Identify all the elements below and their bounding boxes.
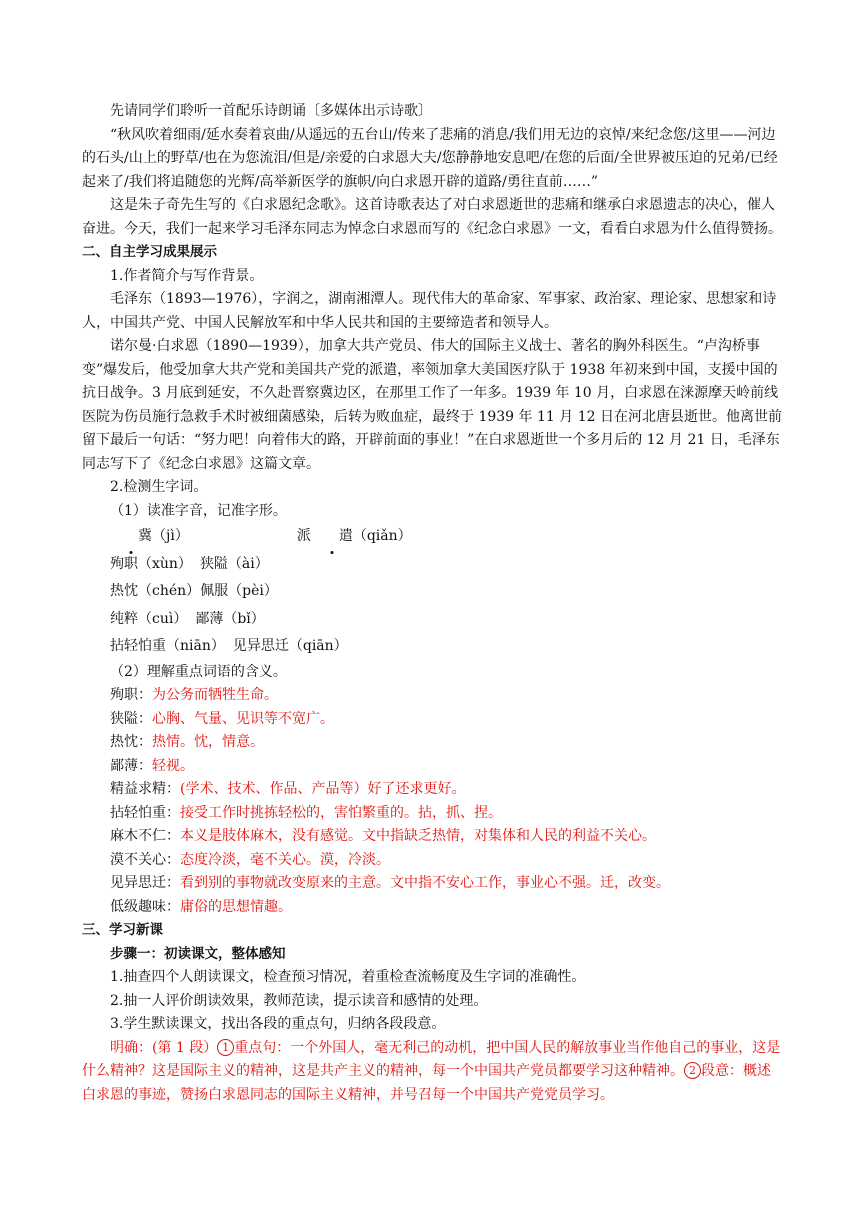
term-row (82, 825, 782, 849)
pinyin-reading: （jì） (152, 528, 189, 544)
pinyin-word: 拈轻怕重（niān） (110, 638, 225, 654)
term-word: 精益求精： (110, 781, 180, 797)
term-row (82, 778, 782, 802)
pinyin-row (82, 606, 782, 634)
pinyin-char: 冀 (110, 523, 152, 551)
sub-2-title: （2）理解重点词语的含义。 (110, 663, 287, 680)
answer-paragraph (82, 1037, 782, 1108)
step-1-item-3: 3.学生默读课文，找出各段的重点句，归纳各段段意。 (110, 1016, 446, 1032)
pinyin-char: 遣 (311, 523, 353, 551)
pinyin-word: 殉职（xùn） (110, 555, 192, 572)
term-word: 见异思迁： (110, 875, 180, 891)
section-heading-2: 二、自主学习成果展示 (82, 244, 217, 260)
term-list (82, 684, 782, 919)
term-row (82, 684, 782, 708)
term-row (82, 708, 782, 732)
item-1-title: 1.作者简介与写作背景。 (110, 267, 264, 284)
term-row (82, 731, 782, 755)
pinyin-word: 鄙薄（bǐ） (195, 610, 265, 627)
step-1-title: 步骤一：初读课文，整体感知 (110, 945, 286, 962)
circled-number: 1 (217, 1039, 234, 1056)
term-definition: (学术、技术、作品、产品等）好了还求更好。 (180, 781, 466, 797)
intro-paragraph: 这是朱子奇先生写的《白求恩纪念歌》。这首诗歌表达了对白求恩逝世的悲痛和继承白求恩遗志的决心，催人奋进。今天，我们一起来学习毛泽东同志为悼念白求恩而写的《纪念白求恩》一文，看看白求恩为什么值得赞扬。 (82, 197, 782, 237)
pinyin-row (82, 578, 782, 606)
pinyin-word: 热忱（chén） (110, 583, 201, 599)
mao-bio: 毛泽东（1893—1976），字润之，湖南湘潭人。现代伟大的革命家、军事家、政治家、理论家、思想家和诗人，中国共产党、中国人民解放军和中华人民共和国的主要缔造者和领导人。 (82, 291, 777, 331)
term-definition: 本义是肢体麻木，没有感觉。文中指缺乏热情，对集体和人民的利益不关心。 (180, 828, 656, 844)
term-definition: 轻视。 (152, 757, 194, 774)
term-definition: 心胸、气量、见识等不宽广。 (152, 710, 334, 727)
term-row (82, 872, 782, 896)
circled-number: 2 (684, 1062, 701, 1079)
pinyin-row (82, 551, 782, 579)
answer-summary: 段意：概述白求恩的事迹，赞扬白求恩同志的国际主义精神，并号召每一个中国共产党党员学习。 (82, 1063, 771, 1103)
term-word: 漠不关心： (110, 851, 180, 868)
document-page (82, 100, 782, 1107)
bethune-bio: 诺尔曼·白求恩（1890—1939），加拿大共产党员、伟大的国际主义战士、著名的胸外科医生。“卢沟桥事变”爆发后，他受加拿大共产党和美国共产党的派遣，率领加拿大美国医疗队于 1938 年初来到中国，支援中国的抗日战争。3 月底到延安，不久赴晋察冀边区，在那里工作了一年多。1939 年 10 月，白求恩在涞源摩天岭前线医院为伤员施行急救手术时被细菌感染，后转为败血症，最终于 1939 年 11 月 12 日在河北唐县逝世。他离世前留下最后一句话：“努力吧！向着伟大的路，开辟前面的事业！”在白求恩逝世一个多月后的 12 月 21 日，毛泽东同志写下了《纪念白求恩》这篇文章。 (82, 338, 782, 472)
pinyin-row (82, 523, 782, 551)
term-word: 鄙薄： (110, 757, 152, 774)
section-heading-3: 三、学习新课 (82, 922, 163, 938)
term-word: 狭隘： (110, 710, 152, 727)
pinyin-word: 狭隘（ài） (199, 555, 269, 572)
term-definition: 看到别的事物就改变原来的主意。文中指不安心工作，事业心不强。迁，改变。 (180, 875, 670, 891)
term-word: 低级趣味： (110, 898, 180, 915)
term-definition: 态度冷淡，毫不关心。漠，冷淡。 (180, 851, 390, 868)
term-word: 麻木不仁： (110, 828, 180, 844)
term-definition: 接受工作时挑拣轻松的，害怕繁重的。拈，抓、捏。 (180, 804, 502, 821)
step-1-item-1: 1.抽查四个人朗读课文，检查预习情况，着重检查流畅度及生字词的准确性。 (110, 969, 586, 985)
pinyin-word: 派 (296, 528, 311, 544)
pinyin-word: 见异思迁（qiān） (232, 638, 348, 654)
term-row (82, 849, 782, 873)
answer-key-sentence: 重点句：一个外国人，毫无利己的动机，把中国人民的解放事业当作他自己的事业，这是什么精神？这是国际主义的精神，这是共产主义的精神，每一个中国共产党员都要学习这种精神。 (82, 1039, 781, 1079)
intro-line: 先请同学们聆听一首配乐诗朗诵〔多媒体出示诗歌〕 (110, 103, 432, 119)
term-word: 热忱： (110, 734, 152, 750)
term-word: 拈轻怕重： (110, 804, 180, 821)
sub-1-title: （1）读准字音，记准字形。 (110, 502, 287, 519)
pinyin-word: 佩服（pèi） (200, 583, 278, 599)
term-definition: 热情。忱，情意。 (152, 734, 264, 750)
item-2-title: 2.检测生字词。 (110, 479, 208, 495)
term-row (82, 755, 782, 779)
pinyin-reading: （qiǎn） (352, 528, 412, 544)
answer-label: 明确：(第 1 段） (110, 1039, 218, 1056)
term-row (82, 802, 782, 826)
term-definition: 庸俗的思想情趣。 (180, 898, 292, 915)
term-row (82, 896, 782, 920)
poem-text: “秋风吹着细雨/延水奏着哀曲/从遥远的五台山/传来了悲痛的消息/我们用无边的哀悼/来纪念您/这里——河边的石头/山上的野草/也在为您流泪/但是/亲爱的白求恩大夫/您静静地安息吧/在您的后面/全世界被压迫的兄弟/已经起来了/我们将追随您的光辉/高举新医学的旗帜/向白求恩开辟的道路/勇往直前……” (82, 126, 778, 190)
term-definition: 为公务而牺牲生命。 (152, 687, 278, 703)
pinyin-row (82, 633, 782, 661)
pinyin-word: 纯粹（cuì） (110, 610, 188, 627)
term-word: 殉职： (110, 687, 152, 703)
step-1-item-2: 2.抽一人评价朗读效果，教师范读，提示读音和感情的处理。 (110, 992, 488, 1009)
